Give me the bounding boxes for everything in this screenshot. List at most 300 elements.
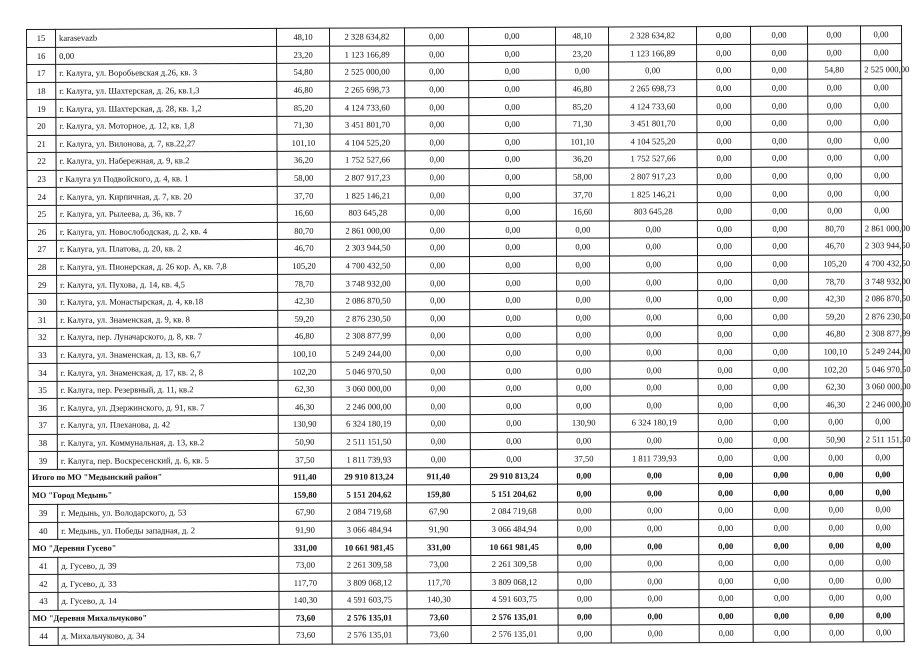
cost-cell: 0,00 — [469, 238, 556, 256]
group-label: МО "Город Медынь" — [28, 486, 278, 505]
area-cell: 105,20 — [808, 255, 861, 273]
address-cell: г. Медынь, ул. Володарского, д. 53 — [58, 503, 279, 522]
area-cell: 0,00 — [810, 624, 863, 642]
area-cell: 0,00 — [698, 396, 752, 414]
cost-cell: 3 451 801,70 — [330, 116, 405, 134]
cost-cell: 1 811 739,93 — [331, 450, 406, 468]
row-number: 41 — [29, 557, 58, 575]
cost-cell: 0,00 — [861, 43, 902, 61]
cost-cell: 1 123 166,89 — [609, 44, 697, 62]
cost-cell: 0,00 — [861, 131, 902, 149]
area-cell: 0,00 — [406, 362, 470, 380]
cost-cell: 3 451 801,70 — [609, 115, 697, 133]
area-cell: 36,20 — [556, 150, 609, 168]
area-cell: 80,70 — [277, 222, 330, 240]
area-cell: 46,80 — [278, 327, 331, 345]
cost-cell: 0,00 — [468, 27, 555, 45]
cost-cell: 0,00 — [861, 114, 902, 132]
cost-cell: 0,00 — [751, 184, 808, 202]
cost-cell: 0,00 — [609, 220, 697, 238]
cost-cell: 2 511 151,50 — [331, 433, 406, 451]
cost-cell: 0,00 — [861, 184, 902, 202]
area-cell: 37,50 — [557, 449, 610, 467]
cost-cell: 0,00 — [610, 484, 698, 502]
cost-cell: 2 265 698,73 — [609, 79, 697, 97]
cost-cell: 3 809 068,12 — [332, 573, 407, 591]
area-cell: 0,00 — [404, 28, 468, 46]
cost-cell: 0,00 — [470, 309, 557, 327]
address-cell: д. Гусево, д. 33 — [58, 574, 279, 593]
area-cell: 0,00 — [698, 290, 752, 308]
address-cell: г. Калуга, ул. Пионерская, д. 26 кор. А, кв. 7,8 — [56, 257, 277, 276]
cost-cell: 0,00 — [751, 44, 808, 62]
area-cell: 0,00 — [808, 149, 861, 167]
cost-cell: 10 661 981,45 — [471, 537, 558, 555]
area-cell: 911,40 — [278, 468, 331, 486]
cost-cell: 0,00 — [611, 502, 699, 520]
area-cell: 0,00 — [406, 432, 470, 450]
area-cell: 0,00 — [556, 256, 609, 274]
area-cell: 0,00 — [699, 501, 753, 519]
cost-cell: 0,00 — [752, 378, 809, 396]
row-number: 34 — [28, 364, 57, 382]
area-cell: 0,00 — [808, 43, 861, 61]
cost-cell: 0,00 — [610, 431, 698, 449]
cost-cell: 0,00 — [753, 624, 810, 642]
area-cell: 117,70 — [407, 573, 471, 591]
cost-cell: 2 303 944,50 — [861, 237, 902, 255]
cost-cell: 2 876 230,50 — [331, 309, 406, 327]
cost-cell: 2 861 000,00 — [330, 221, 405, 239]
cost-cell: 0,00 — [751, 114, 808, 132]
area-cell: 48,10 — [276, 28, 329, 46]
cost-cell: 0,00 — [751, 132, 808, 150]
area-cell: 0,00 — [558, 572, 611, 590]
area-cell: 46,80 — [809, 325, 862, 343]
area-cell: 159,80 — [278, 486, 331, 504]
address-cell: г. Калуга, ул. Знаменская, д. 17, кв. 2, 8 — [57, 363, 278, 382]
cost-cell: 0,00 — [611, 554, 699, 572]
group-label: Итого по МО "Медынский район" — [28, 468, 278, 487]
area-cell: 0,00 — [808, 114, 861, 132]
area-cell: 0,00 — [557, 344, 610, 362]
area-cell: 0,00 — [557, 308, 610, 326]
cost-cell: 0,00 — [469, 62, 556, 80]
address-cell: г. Калуга, ул. Пухова, д. 14, кв. 4,5 — [57, 275, 278, 294]
cost-cell: 0,00 — [610, 396, 698, 414]
area-cell: 0,00 — [557, 273, 610, 291]
address-cell: г. Калуга, ул. Воробьевская д.26, кв. 3 — [56, 64, 277, 83]
cost-cell: 0,00 — [470, 397, 557, 415]
address-cell: г. Калуга, ул. Платова, д. 20, кв. 2 — [56, 240, 277, 259]
area-cell: 0,00 — [558, 520, 611, 538]
cost-cell: 1 752 527,66 — [609, 150, 697, 168]
area-cell: 0,00 — [697, 149, 751, 167]
address-cell: г. Калуга, ул. Новослободская, д. 2, кв. 4 — [56, 222, 277, 241]
row-number: 33 — [28, 346, 57, 364]
cost-cell: 0,00 — [863, 553, 904, 571]
address-cell: г. Калуга, ул. Рылеева, д. 36, кв. 7 — [56, 204, 277, 223]
cost-cell: 2 308 877,99 — [331, 327, 406, 345]
area-cell: 0,00 — [699, 625, 753, 643]
cost-cell: 0,00 — [861, 202, 902, 220]
area-cell: 85,20 — [556, 97, 609, 115]
cost-cell: 0,00 — [751, 255, 808, 273]
area-cell: 0,00 — [698, 343, 752, 361]
area-cell: 80,70 — [808, 219, 861, 237]
cost-cell: 0,00 — [610, 466, 698, 484]
cost-cell: 0,00 — [610, 343, 698, 361]
row-number: 15 — [27, 29, 56, 47]
cost-cell: 4 591 603,75 — [471, 590, 558, 608]
row-number: 30 — [28, 293, 57, 311]
area-cell: 911,40 — [406, 467, 470, 485]
area-cell: 0,00 — [557, 484, 610, 502]
cost-cell: 0,00 — [751, 220, 808, 238]
cost-cell: 0,00 — [861, 166, 902, 184]
cost-cell: 0,00 — [751, 96, 808, 114]
area-cell: 0,00 — [697, 220, 751, 238]
area-cell: 0,00 — [406, 274, 470, 292]
area-cell: 130,90 — [557, 414, 610, 432]
area-cell: 0,00 — [558, 502, 611, 520]
cost-cell: 0,00 — [750, 26, 807, 44]
area-cell: 0,00 — [405, 80, 469, 98]
cost-cell: 0,00 — [863, 501, 904, 519]
area-cell: 0,00 — [808, 131, 861, 149]
row-number: 19 — [27, 100, 56, 118]
area-cell: 58,00 — [556, 168, 609, 186]
cost-cell: 0,00 — [611, 607, 699, 625]
cost-cell: 4 104 525,20 — [609, 132, 697, 150]
cost-cell: 0,00 — [753, 554, 810, 572]
address-cell: г. Калуга, ул. Знаменская, д. 13, кв. 6,7 — [57, 345, 278, 364]
row-number: 32 — [28, 328, 57, 346]
row-number: 44 — [29, 628, 58, 646]
cost-cell: 2 084 719,68 — [332, 503, 407, 521]
area-cell: 0,00 — [557, 467, 610, 485]
area-cell: 140,30 — [279, 591, 332, 609]
cost-cell: 0,00 — [610, 308, 698, 326]
cost-cell: 0,00 — [751, 149, 808, 167]
cost-cell: 10 661 981,45 — [332, 538, 407, 556]
area-cell: 331,00 — [407, 538, 471, 556]
cost-cell: 0,00 — [469, 150, 556, 168]
area-cell: 0,00 — [809, 483, 862, 501]
area-cell: 0,00 — [807, 26, 860, 44]
area-cell: 71,30 — [277, 116, 330, 134]
cost-cell: 0,00 — [469, 80, 556, 98]
cost-cell: 2 246 000,00 — [862, 395, 903, 413]
area-cell: 0,00 — [810, 501, 863, 519]
cost-cell: 29 910 813,24 — [470, 467, 557, 485]
cost-cell: 0,00 — [469, 133, 556, 151]
row-number: 28 — [28, 258, 57, 276]
cost-cell: 0,00 — [863, 589, 904, 607]
cost-cell: 0,00 — [611, 590, 699, 608]
address-cell: г. Калуга, ул. Монастырская, д. 4, кв.18 — [57, 292, 278, 311]
cost-cell: 0,00 — [863, 571, 904, 589]
row-number: 25 — [27, 205, 56, 223]
cost-cell: 0,00 — [861, 96, 902, 114]
area-cell: 0,00 — [699, 554, 753, 572]
cost-cell: 0,00 — [752, 431, 809, 449]
cost-cell: 0,00 — [752, 466, 809, 484]
cost-cell: 0,00 — [611, 519, 699, 537]
address-cell: г. Калуга, ул. Кирпичная, д. 7, кв. 20 — [56, 187, 277, 206]
area-cell: 100,10 — [278, 345, 331, 363]
area-cell: 0,00 — [405, 239, 469, 257]
area-cell: 0,00 — [405, 186, 469, 204]
cost-cell: 1 123 166,89 — [330, 45, 405, 63]
area-cell: 0,00 — [808, 167, 861, 185]
cost-cell: 0,00 — [752, 396, 809, 414]
area-cell: 0,00 — [406, 291, 470, 309]
area-cell: 0,00 — [697, 255, 751, 273]
address-cell: г. Калуга, ул. Вилонова, д. 7, кв.22,27 — [56, 134, 277, 153]
cost-cell: 2 265 698,73 — [330, 81, 405, 99]
area-cell: 0,00 — [405, 45, 469, 63]
cost-cell: 3 809 068,12 — [471, 573, 558, 591]
area-cell: 78,70 — [278, 274, 331, 292]
area-cell: 0,00 — [699, 589, 753, 607]
cost-cell: 0,00 — [862, 413, 903, 431]
cost-cell: 2 261 309,58 — [471, 555, 558, 573]
area-cell: 46,30 — [809, 395, 862, 413]
cost-cell: 0,00 — [469, 115, 556, 133]
cost-cell: 0,00 — [470, 326, 557, 344]
area-cell: 0,00 — [699, 537, 753, 555]
cost-cell: 0,00 — [862, 483, 903, 501]
address-cell: г Калуга ул Подвойского, д. 4, кв. 1 — [56, 169, 277, 188]
table-row — [29, 624, 904, 645]
area-cell: 0,00 — [405, 221, 469, 239]
cost-cell: 0,00 — [470, 379, 557, 397]
area-cell: 0,00 — [405, 151, 469, 169]
area-cell: 0,00 — [810, 606, 863, 624]
table-body — [27, 26, 911, 646]
area-cell: 71,30 — [556, 115, 609, 133]
cost-cell: 0,00 — [611, 625, 699, 643]
area-cell: 0,00 — [698, 325, 752, 343]
address-cell: 0,00 — [56, 46, 277, 65]
area-cell: 0,00 — [698, 484, 752, 502]
area-cell: 0,00 — [557, 291, 610, 309]
cost-cell: 0,00 — [469, 98, 556, 116]
area-cell: 0,00 — [406, 397, 470, 415]
cost-cell: 0,00 — [470, 414, 557, 432]
area-cell: 73,60 — [407, 626, 471, 644]
row-number: 31 — [28, 311, 57, 329]
row-number: 21 — [27, 135, 56, 153]
cost-cell: 0,00 — [863, 624, 904, 642]
cost-cell: 0,00 — [470, 344, 557, 362]
cost-cell: 29 910 813,24 — [331, 468, 406, 486]
row-number: 40 — [29, 522, 58, 540]
cost-cell: 5 249 244,00 — [862, 342, 903, 360]
area-cell: 54,80 — [277, 63, 330, 81]
cost-cell: 0,00 — [751, 202, 808, 220]
cost-cell: 4 104 525,20 — [330, 133, 405, 151]
cost-cell: 0,00 — [610, 273, 698, 291]
cost-cell: 0,00 — [469, 221, 556, 239]
area-cell: 0,00 — [558, 590, 611, 608]
area-cell: 0,00 — [405, 98, 469, 116]
address-cell: д. Гусево, д. 39 — [58, 556, 279, 575]
cost-cell: 2 525 000,00 — [330, 63, 405, 81]
cost-cell: 6 324 180,19 — [610, 414, 698, 432]
cost-cell: 0,00 — [863, 536, 904, 554]
cost-cell: 0,00 — [753, 501, 810, 519]
address-cell: д. Гусево, д. 14 — [58, 591, 279, 610]
area-cell: 73,60 — [407, 608, 471, 626]
area-cell: 0,00 — [557, 396, 610, 414]
cost-cell: 2 807 917,23 — [330, 169, 405, 187]
area-cell: 62,30 — [278, 380, 331, 398]
cost-cell: 2 876 230,50 — [862, 307, 903, 325]
address-cell: г. Калуга, ул. Шахтерская, д. 26, кв.1,3 — [56, 81, 277, 100]
row-number: 35 — [28, 381, 57, 399]
cost-cell: 0,00 — [753, 519, 810, 537]
area-cell: 0,00 — [810, 589, 863, 607]
cost-cell: 0,00 — [469, 256, 556, 274]
cost-cell: 0,00 — [752, 413, 809, 431]
cost-cell: 1 825 146,21 — [609, 185, 697, 203]
area-cell: 48,10 — [555, 27, 608, 45]
cost-cell: 0,00 — [610, 361, 698, 379]
cost-cell: 5 046 970,50 — [862, 360, 903, 378]
row-number: 43 — [29, 592, 58, 610]
area-cell: 46,70 — [808, 237, 861, 255]
address-cell: г. Медынь, ул. Победы западная, д. 2 — [58, 521, 279, 540]
area-cell: 0,00 — [406, 415, 470, 433]
address-cell: karasevazb — [56, 28, 277, 47]
cost-cell: 2 328 634,82 — [329, 28, 404, 46]
area-cell: 102,20 — [278, 362, 331, 380]
address-cell: д. Михальчуково, д. 34 — [58, 627, 279, 646]
cost-cell: 2 861 000,00 — [861, 219, 902, 237]
cost-cell: 0,00 — [752, 484, 809, 502]
area-cell: 0,00 — [558, 608, 611, 626]
cost-cell: 0,00 — [863, 518, 904, 536]
area-cell: 91,90 — [407, 520, 471, 538]
row-number: 39 — [28, 452, 57, 470]
cost-cell: 0,00 — [469, 203, 556, 221]
area-cell: 0,00 — [557, 432, 610, 450]
area-cell: 91,90 — [279, 521, 332, 539]
area-cell: 54,80 — [808, 61, 861, 79]
row-number: 24 — [27, 188, 56, 206]
cost-cell: 803 645,28 — [330, 204, 405, 222]
area-cell: 0,00 — [406, 450, 470, 468]
row-number: 16 — [27, 47, 56, 65]
area-cell: 0,00 — [556, 62, 609, 80]
area-cell: 0,00 — [697, 79, 751, 97]
area-cell: 46,30 — [278, 398, 331, 416]
area-cell: 0,00 — [697, 202, 751, 220]
cost-cell: 2 246 000,00 — [331, 397, 406, 415]
cost-cell: 3 066 484,94 — [332, 520, 407, 538]
area-cell: 67,90 — [407, 503, 471, 521]
address-cell: г. Калуга, ул. Моторное, д. 12, кв. 1,8 — [56, 116, 277, 135]
cost-cell: 0,00 — [751, 237, 808, 255]
row-number: 17 — [27, 65, 56, 83]
area-cell: 46,80 — [556, 80, 609, 98]
cost-cell: 2 576 135,01 — [471, 608, 558, 626]
cost-cell: 0,00 — [609, 62, 697, 80]
group-label: МО "Деревня Гусево" — [29, 539, 279, 558]
cost-cell: 0,00 — [609, 255, 697, 273]
cost-cell: 0,00 — [469, 168, 556, 186]
area-cell: 102,20 — [809, 360, 862, 378]
cost-cell: 0,00 — [752, 448, 809, 466]
area-cell: 46,80 — [277, 81, 330, 99]
cost-cell: 0,00 — [470, 291, 557, 309]
area-cell: 0,00 — [810, 571, 863, 589]
housing-table — [26, 25, 911, 646]
area-cell: 0,00 — [698, 413, 752, 431]
cost-cell: 2 086 870,50 — [862, 290, 903, 308]
cost-cell: 0,00 — [752, 308, 809, 326]
area-cell: 0,00 — [405, 204, 469, 222]
document-sheet — [26, 25, 911, 646]
cost-cell: 2 328 634,82 — [608, 27, 696, 45]
area-cell: 0,00 — [557, 361, 610, 379]
cost-cell: 5 046 970,50 — [331, 362, 406, 380]
row-number: 27 — [27, 240, 56, 258]
cost-cell: 0,00 — [610, 326, 698, 344]
cost-cell: 2 511 151,50 — [862, 430, 903, 448]
area-cell: 0,00 — [698, 361, 752, 379]
cost-cell: 0,00 — [753, 589, 810, 607]
area-cell: 67,90 — [279, 503, 332, 521]
cost-cell: 0,00 — [753, 536, 810, 554]
area-cell: 105,20 — [277, 257, 330, 275]
cost-cell: 2 261 309,58 — [332, 556, 407, 574]
address-cell: г. Калуга, ул. Знаменская, д. 9, кв. 8 — [57, 310, 278, 329]
area-cell: 23,20 — [556, 45, 609, 63]
cost-cell: 0,00 — [751, 79, 808, 97]
cost-cell: 1 825 146,21 — [330, 186, 405, 204]
area-cell: 59,20 — [278, 310, 331, 328]
cost-cell: 0,00 — [609, 238, 697, 256]
row-number: 18 — [27, 82, 56, 100]
cost-cell: 5 249 244,00 — [331, 345, 406, 363]
row-number: 37 — [28, 416, 57, 434]
cost-cell: 0,00 — [470, 449, 557, 467]
cost-cell: 0,00 — [752, 272, 809, 290]
cost-cell: 2 576 135,01 — [471, 625, 558, 643]
address-cell: г. Калуга, ул. Коммунальная, д. 13, кв.2 — [57, 433, 278, 452]
cost-cell: 0,00 — [610, 378, 698, 396]
cost-cell: 2 576 135,01 — [332, 626, 407, 644]
area-cell: 0,00 — [697, 185, 751, 203]
area-cell: 0,00 — [697, 44, 751, 62]
row-number: 39 — [29, 504, 58, 522]
area-cell: 73,00 — [407, 555, 471, 573]
cost-cell: 0,00 — [753, 607, 810, 625]
area-cell: 0,00 — [810, 518, 863, 536]
area-cell: 36,20 — [277, 151, 330, 169]
area-cell: 100,10 — [809, 343, 862, 361]
row-number: 26 — [27, 223, 56, 241]
cost-cell: 0,00 — [860, 26, 901, 44]
cost-cell: 0,00 — [752, 343, 809, 361]
cost-cell: 2 086 870,50 — [331, 292, 406, 310]
address-cell: г. Калуга, пер. Воскресенский, д. 6, кв. 5 — [57, 451, 278, 470]
area-cell: 0,00 — [697, 62, 751, 80]
area-cell: 0,00 — [697, 237, 751, 255]
